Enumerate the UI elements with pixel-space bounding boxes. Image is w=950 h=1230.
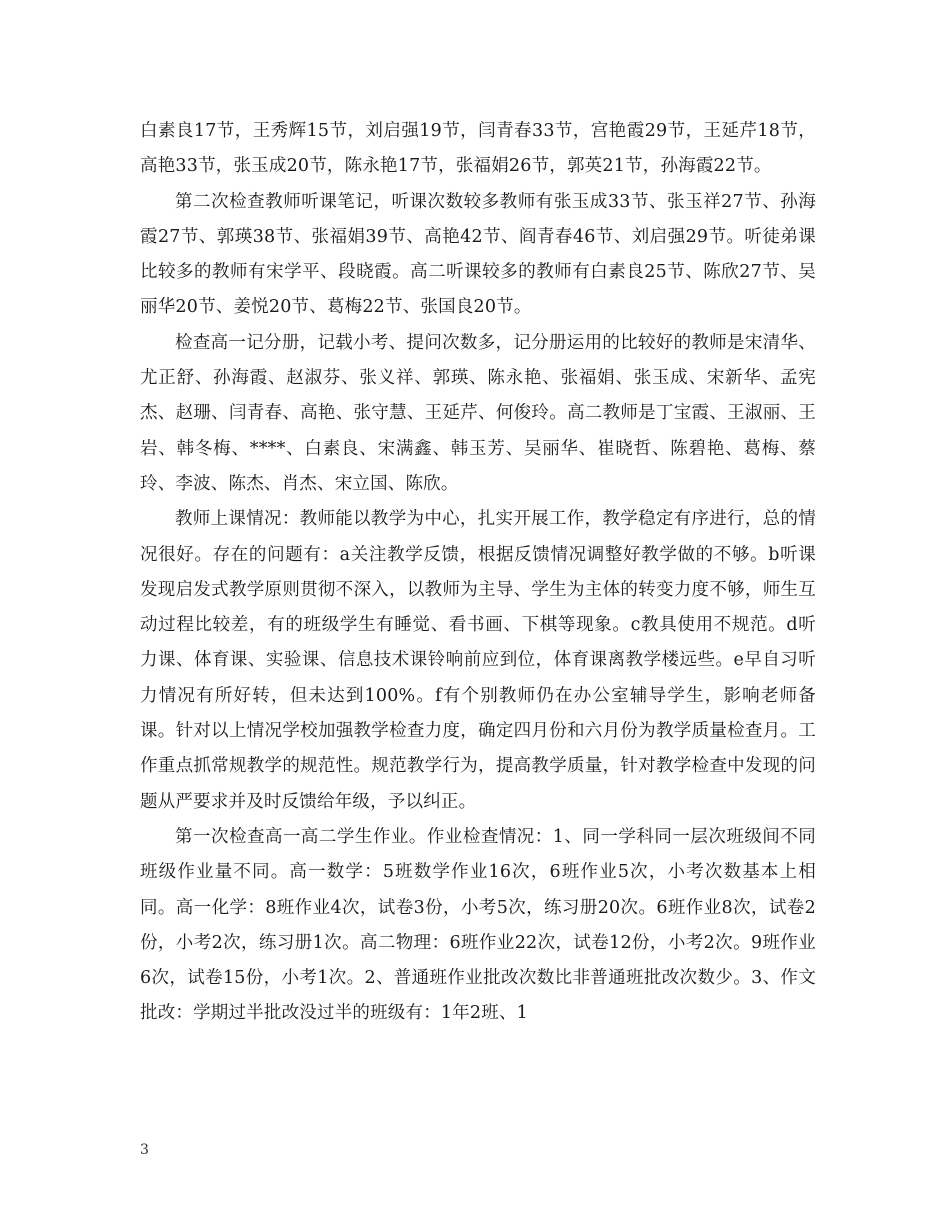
paragraph-3: 检查高一记分册，记载小考、提问次数多，记分册运用的比较好的教师是宋清华、尤正舒、孙海霞、赵淑芬、张义祥、郭瑛、陈永艳、张福娟、张玉成、宋新华、孟宪杰、赵珊、闫青春、高艳、张守慧、王延芹、何俊玲。高二教师是丁宝霞、王淑丽、王岩、韩冬梅、****、白素良、宋满鑫、韩玉芳、吴丽华、崔晓哲、陈碧艳、葛梅、蔡玲、李波、陈杰、肖杰、宋立国、陈欣。 xyxy=(140,332,816,494)
paragraph-4: 教师上课情况：教师能以教学为中心，扎实开展工作，教学稳定有序进行，总的情况很好。存在的问题有：a关注教学反馈，根据反馈情况调整好教学做的不够。b听课发现启发式教学原则贯彻不深入，以教师为主导、学生为主体的转变力度不够，师生互动过程比较差，有的班级学生有睡觉、看书画、下棋等现象。c教具使用不规范。d听力课、体育课、实验课、信息技术课铃响前应到位，体育课离教学楼远些。e早自习听力情况有所好转，但未达到100%。f有个别教师仍在办公室辅导学生，影响老师备课。针对以上情况学校加强教学检查力度，确定四月份和六月份为教学质量检查月。工作重点抓常规教学的规范性。规范教学行为，提高教学质量，针对教学检查中发现的问题从严要求并及时反馈给年级，予以纠正。 xyxy=(140,509,816,812)
body-text xyxy=(140,114,816,1032)
paragraph-2: 第二次检查教师听课笔记，听课次数较多教师有张玉成33节、张玉祥27节、孙海霞27节、郭瑛38节、张福娟39节、高艳42节、阎青春46节、刘启强29节。听徒弟课比较多的教师有宋学平、段晓霞。高二听课较多的教师有白素良25节、陈欣27节、吴丽华20节、姜悦20节、葛梅22节、张国良20节。 xyxy=(140,191,816,318)
page-number: 3 xyxy=(140,1142,149,1158)
paragraph-5: 第一次检查高一高二学生作业。作业检查情况：1、同一学科同一层次班级间不同班级作业量不同。高一数学：5班数学作业16次，6班作业5次，小考次数基本上相同。高一化学：8班作业4次，试卷3份，小考5次，练习册20次。6班作业8次，试卷2份，小考2次，练习册1次。高二物理：6班作业22次，试卷12份，小考2次。9班作业6次，试卷15份，小考1次。2、普通班作业批改次数比非普通班批改次数少。3、作文批改：学期过半批改没过半的班级有：1年2班、1 xyxy=(140,826,816,1024)
paragraph-1: 白素良17节，王秀辉15节，刘启强19节，闫青春33节，宫艳霞29节，王延芹18节，高艳33节，张玉成20节，陈永艳17节，张福娟26节，郭英21节，孙海霞22节。 xyxy=(140,121,816,177)
